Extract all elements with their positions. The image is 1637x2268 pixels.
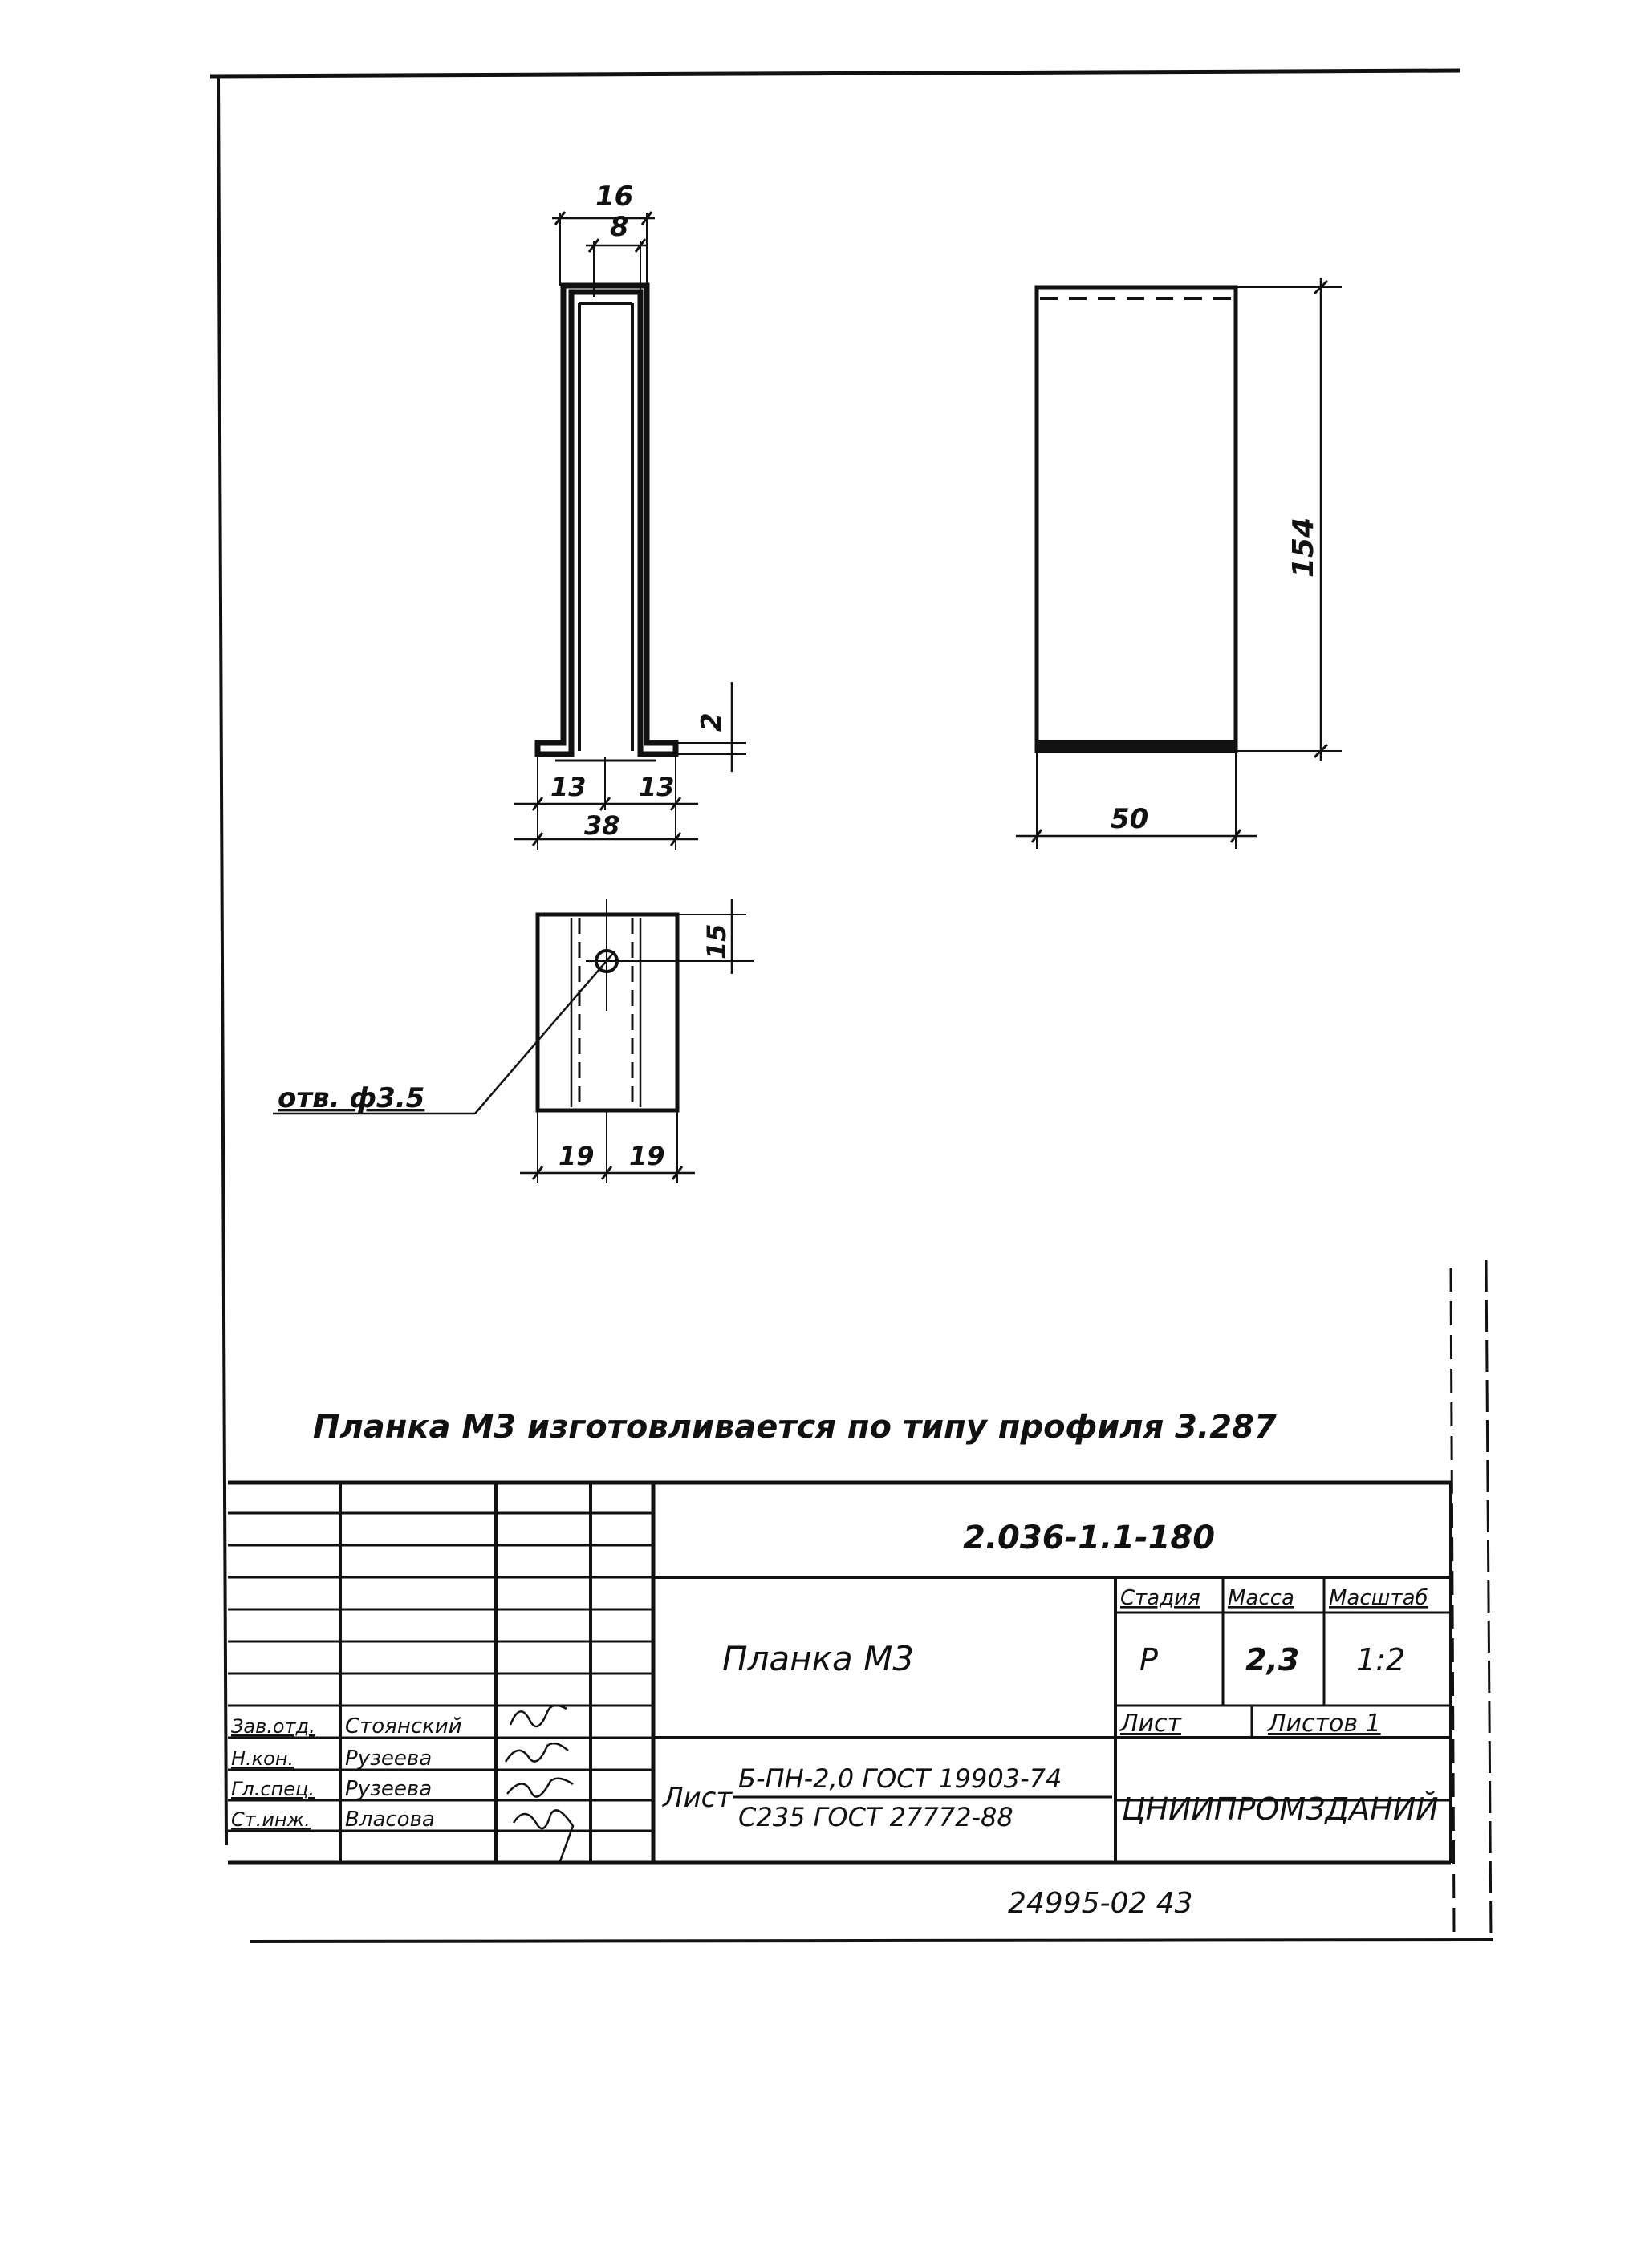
scale-value: 1:2 [1356, 1642, 1406, 1678]
dimension-bottom-profile [514, 757, 698, 850]
dimension-8-label: 8 [610, 211, 629, 243]
manufacturing-note: Планка М3 изготовливается по типу профиля 3.287 [313, 1409, 1277, 1446]
material-prefix: Лист [663, 1782, 733, 1814]
material-line2: С235 ГОСТ 27772-88 [738, 1802, 1013, 1832]
signatures [506, 1706, 573, 1861]
side-view [1037, 287, 1236, 751]
dimension-19-left-label: 19 [559, 1141, 595, 1171]
part-name: Планка М3 [722, 1639, 915, 1678]
hole-leader [273, 951, 615, 1114]
dimension-13-right-label: 13 [639, 772, 675, 802]
dimension-50 [1016, 751, 1257, 849]
plan-view [538, 899, 677, 1110]
staff-name: Рузеева [345, 1747, 433, 1771]
dimension-16 [552, 181, 655, 286]
dimension-19-right-label: 19 [629, 1141, 665, 1171]
organization: ЦНИИПРОМЗДАНИЙ [1122, 1791, 1439, 1827]
staff-table [231, 1714, 462, 1832]
mass-value: 2,3 [1245, 1642, 1300, 1678]
staff-role: Гл.спец. [231, 1778, 315, 1800]
staff-role: Ст.инж. [231, 1808, 311, 1831]
dimension-2 [676, 682, 746, 772]
dimension-38-label: 38 [584, 810, 620, 841]
dimension-154 [1236, 278, 1342, 761]
document-code: 2.036-1.1-180 [963, 1519, 1216, 1556]
dimension-15-label: 15 [701, 923, 732, 960]
staff-name: Рузеева [345, 1777, 433, 1801]
hole-label: отв. ф3.5 [278, 1082, 425, 1114]
material-line1: Б-ПН-2,0 ГОСТ 19903-74 [738, 1763, 1062, 1794]
sheet-label: Лист [1120, 1710, 1182, 1738]
dimension-154-label: 154 [1287, 517, 1320, 578]
stage-header: Стадия [1120, 1586, 1200, 1610]
dimension-13-left-label: 13 [550, 772, 587, 802]
mass-header: Масса [1228, 1586, 1294, 1610]
stage-value: Р [1139, 1642, 1158, 1678]
staff-role: Зав.отд. [231, 1715, 315, 1738]
dimension-16-label: 16 [595, 181, 634, 213]
dimension-50-label: 50 [1111, 803, 1149, 835]
scale-header: Масштаб [1329, 1586, 1428, 1610]
dimension-19-19 [520, 1110, 695, 1183]
staff-name: Власова [345, 1808, 435, 1832]
footer-number: 24995-02 43 [1008, 1887, 1193, 1920]
dimension-15 [618, 899, 754, 974]
profile-view [538, 286, 676, 761]
staff-role: Н.кон. [231, 1747, 294, 1770]
sheets-label: Листов 1 [1268, 1710, 1381, 1738]
dimension-2-label: 2 [696, 712, 728, 732]
staff-name: Стоянский [345, 1714, 462, 1739]
